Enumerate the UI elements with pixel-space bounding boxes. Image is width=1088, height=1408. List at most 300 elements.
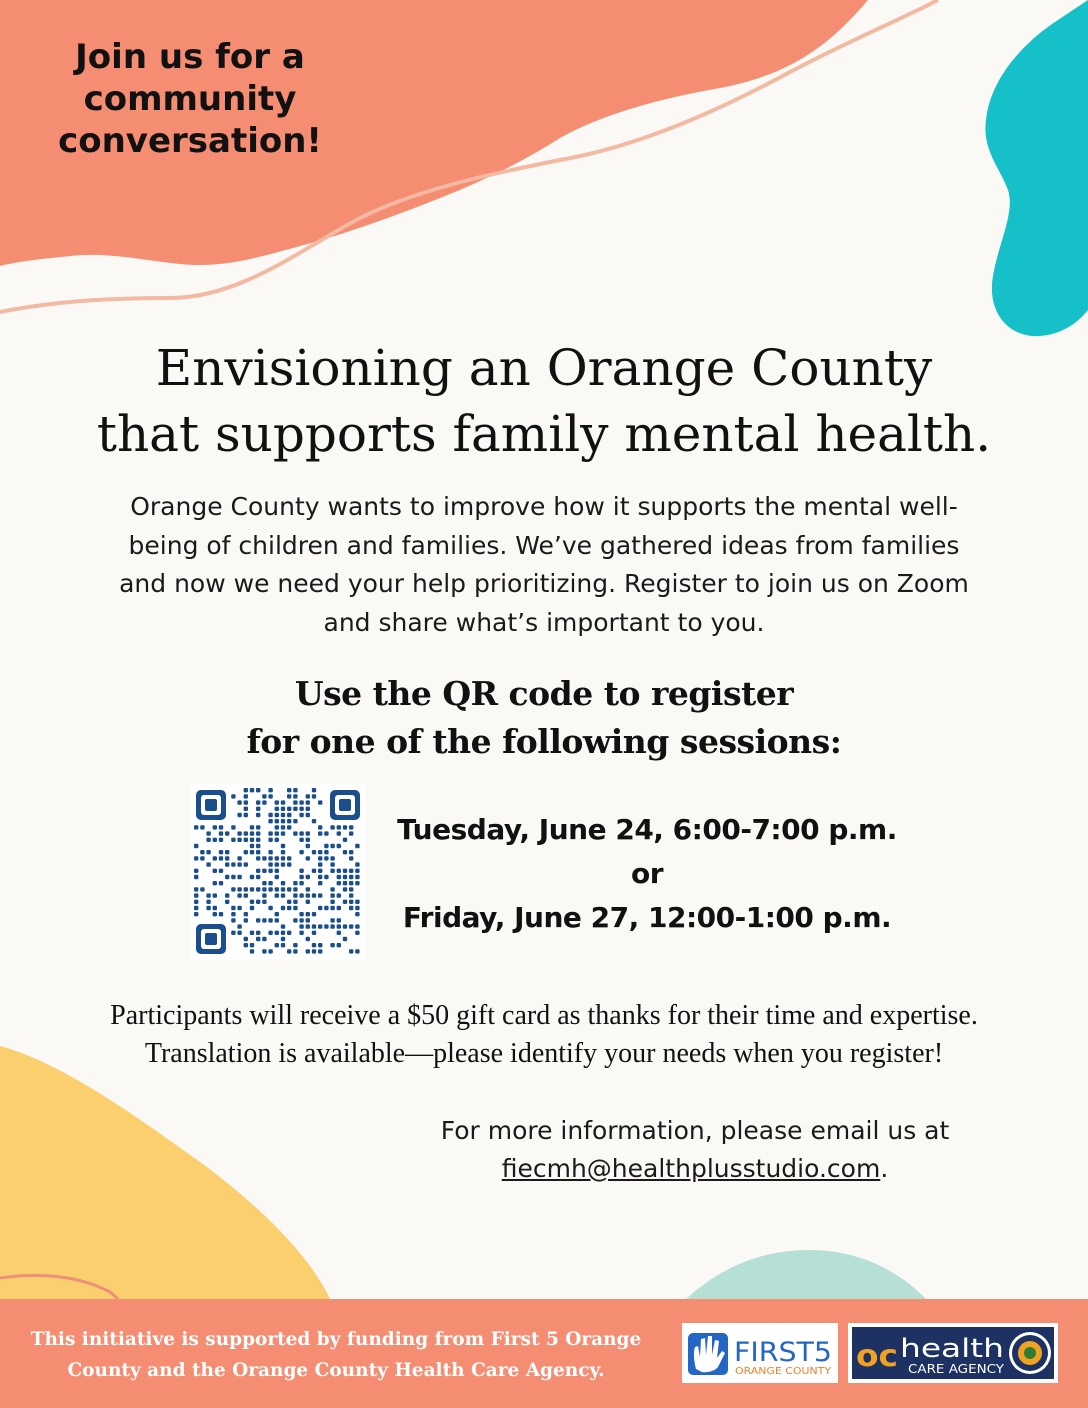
qr-module <box>231 906 235 910</box>
qr-module <box>306 937 310 941</box>
qr-module <box>343 850 347 854</box>
qr-module <box>194 825 198 829</box>
footer-line: This initiative is supported by funding from First 5 Orange <box>30 1329 642 1350</box>
qr-module <box>237 800 241 804</box>
qr-module <box>250 875 254 879</box>
qr-module <box>306 924 310 928</box>
health-wordmark: health <box>900 1334 1004 1364</box>
qr-module <box>275 838 279 842</box>
qr-module <box>312 788 316 792</box>
qr-module <box>213 838 217 842</box>
qr-module <box>250 906 254 910</box>
qr-module <box>299 918 303 922</box>
qr-module <box>231 931 235 935</box>
qr-module <box>206 838 210 842</box>
qr-module <box>206 906 210 910</box>
qr-module <box>287 900 291 904</box>
qr-module <box>200 887 204 891</box>
qr-module <box>324 856 328 860</box>
page-title-line-2: that supports family mental health. <box>96 405 992 463</box>
qr-module <box>256 844 260 848</box>
oc-mark: oc <box>856 1339 898 1374</box>
qr-module <box>194 906 198 910</box>
qr-module <box>268 813 272 817</box>
qr-module <box>306 949 310 953</box>
qr-module <box>349 825 353 829</box>
qr-module <box>268 794 272 798</box>
qr-module <box>337 825 341 829</box>
qr-module <box>237 831 241 835</box>
qr-module <box>244 912 248 916</box>
qr-module <box>306 831 310 835</box>
qr-module <box>194 875 198 879</box>
qr-module <box>231 862 235 866</box>
qr-module <box>318 850 322 854</box>
qr-module <box>287 906 291 910</box>
qr-module <box>306 807 310 811</box>
qr-code-icon[interactable] <box>190 784 366 960</box>
qr-module <box>281 856 285 860</box>
gift-card-note: Participants will receive a $50 gift card as thanks for their time and expertise. <box>110 1000 978 1031</box>
qr-module <box>194 912 198 916</box>
qr-module <box>287 825 291 829</box>
qr-module <box>330 893 334 897</box>
qr-module <box>318 949 322 953</box>
qr-module <box>349 856 353 860</box>
qr-module <box>281 831 285 835</box>
qr-module <box>256 900 260 904</box>
qr-module <box>275 813 279 817</box>
teal-blob-shape <box>985 0 1088 336</box>
qr-module <box>349 893 353 897</box>
qr-module <box>262 949 266 953</box>
qr-module <box>237 906 241 910</box>
qr-module <box>318 924 322 928</box>
qr-module <box>306 875 310 879</box>
qr-module <box>299 881 303 885</box>
qr-module <box>219 831 223 835</box>
qr-module <box>262 900 266 904</box>
qr-module <box>225 875 229 879</box>
qr-module <box>337 918 341 922</box>
qr-module <box>281 924 285 928</box>
qr-module <box>219 912 223 916</box>
qr-module <box>343 924 347 928</box>
tagline <box>40 36 340 162</box>
qr-module <box>349 881 353 885</box>
qr-module <box>330 918 334 922</box>
qr-module <box>306 856 310 860</box>
qr-module <box>355 869 359 873</box>
qr-module <box>206 900 210 904</box>
qr-module <box>213 869 217 873</box>
qr-module <box>343 887 347 891</box>
qr-module <box>312 893 316 897</box>
qr-module <box>275 875 279 879</box>
qr-module <box>200 850 204 854</box>
qr-module <box>349 900 353 904</box>
qr-module <box>330 844 334 848</box>
session-tuesday: Tuesday, June 24, 6:00-7:00 p.m. <box>397 813 897 846</box>
qr-module <box>299 831 303 835</box>
qr-module <box>337 869 341 873</box>
care-agency-subtitle: CARE AGENCY <box>908 1362 1005 1376</box>
qr-module <box>281 807 285 811</box>
qr-module <box>355 949 359 953</box>
qr-module <box>312 850 316 854</box>
first5-wordmark: FIRST5 <box>734 1337 832 1368</box>
qr-module <box>293 831 297 835</box>
qr-module <box>275 807 279 811</box>
qr-module <box>244 918 248 922</box>
qr-module <box>312 943 316 947</box>
qr-module <box>237 813 241 817</box>
qr-module <box>250 887 254 891</box>
qr-module <box>281 819 285 823</box>
qr-module <box>262 869 266 873</box>
session-separator: or <box>630 857 664 890</box>
qr-module <box>213 881 217 885</box>
yellow-wave-shape <box>0 1046 330 1299</box>
qr-module <box>281 844 285 848</box>
qr-module <box>237 893 241 897</box>
qr-module <box>275 869 279 873</box>
qr-module <box>262 800 266 804</box>
qr-module <box>231 875 235 879</box>
qr-module <box>237 887 241 891</box>
qr-module <box>281 931 285 935</box>
qr-module <box>231 794 235 798</box>
qr-module <box>250 825 254 829</box>
qr-module <box>225 850 229 854</box>
qr-module <box>268 838 272 842</box>
qr-module <box>206 831 210 835</box>
qr-module <box>275 893 279 897</box>
qr-module <box>330 862 334 866</box>
qr-module <box>312 912 316 916</box>
qr-module <box>293 906 297 910</box>
qr-module <box>312 924 316 928</box>
qr-module <box>337 931 341 935</box>
email-link[interactable]: fiecmh@healthplusstudio.com <box>501 1154 881 1183</box>
qr-module <box>281 887 285 891</box>
qr-module <box>306 918 310 922</box>
qr-module <box>318 875 322 879</box>
qr-module <box>349 924 353 928</box>
tagline-line: conversation! <box>58 121 322 161</box>
qr-module <box>268 856 272 860</box>
qr-module <box>293 943 297 947</box>
qr-module <box>237 875 241 879</box>
qr-module <box>275 918 279 922</box>
qr-module <box>330 869 334 873</box>
qr-module <box>293 887 297 891</box>
qr-module <box>281 813 285 817</box>
qr-module <box>200 825 204 829</box>
qr-module <box>244 943 248 947</box>
qr-module <box>324 850 328 854</box>
qr-module <box>225 900 229 904</box>
qr-module <box>281 862 285 866</box>
qr-module <box>244 862 248 866</box>
qr-module <box>306 893 310 897</box>
qr-module <box>275 831 279 835</box>
qr-module <box>262 794 266 798</box>
qr-module <box>324 831 328 835</box>
intro-paragraph <box>50 488 1038 642</box>
qr-module <box>250 788 254 792</box>
qr-module <box>293 788 297 792</box>
qr-module <box>287 813 291 817</box>
qr-module <box>256 825 260 829</box>
qr-module <box>275 943 279 947</box>
qr-module <box>219 838 223 842</box>
qr-module <box>355 924 359 928</box>
qr-module <box>330 825 334 829</box>
qr-module <box>244 788 248 792</box>
qr-module <box>343 869 347 873</box>
qr-module <box>250 931 254 935</box>
qr-module <box>343 838 347 842</box>
qr-module <box>299 838 303 842</box>
qr-module <box>225 856 229 860</box>
qr-module <box>330 900 334 904</box>
qr-module <box>244 813 248 817</box>
tagline-line: community <box>83 79 297 119</box>
intro-line: being of children and families. We’ve gathered ideas from families <box>128 530 960 560</box>
qr-module <box>256 937 260 941</box>
qr-module <box>219 850 223 854</box>
qr-module <box>318 869 322 873</box>
qr-module <box>355 912 359 916</box>
qr-module <box>244 887 248 891</box>
translation-note: Translation is available—please identify your needs when you register! <box>144 1038 944 1069</box>
qr-module <box>293 918 297 922</box>
intro-line: and now we need your help prioritizing. Register to join us on Zoom <box>119 569 969 598</box>
qr-module <box>256 869 260 873</box>
session-friday: Friday, June 27, 12:00-1:00 p.m. <box>402 901 892 934</box>
qr-module <box>225 831 229 835</box>
qr-module <box>262 881 266 885</box>
qr-module <box>349 850 353 854</box>
qr-module <box>194 887 198 891</box>
qr-module <box>312 949 316 953</box>
qr-module <box>225 893 229 897</box>
qr-module <box>337 924 341 928</box>
qr-module <box>337 831 341 835</box>
qr-module <box>330 887 334 891</box>
qr-module <box>312 819 316 823</box>
qr-module <box>355 862 359 866</box>
qr-module <box>324 844 328 848</box>
qr-module <box>293 800 297 804</box>
qr-module <box>293 807 297 811</box>
qr-module <box>306 844 310 848</box>
qr-module <box>206 850 210 854</box>
cta-heading-line-2: for one of the following sessions: <box>246 722 842 761</box>
qr-module <box>330 906 334 910</box>
qr-module <box>262 918 266 922</box>
qr-module <box>268 887 272 891</box>
qr-module <box>231 838 235 842</box>
qr-module <box>343 875 347 879</box>
qr-module <box>256 856 260 860</box>
qr-module <box>281 825 285 829</box>
qr-module <box>306 838 310 842</box>
qr-module <box>306 912 310 916</box>
qr-module <box>349 869 353 873</box>
qr-module <box>299 850 303 854</box>
qr-module <box>275 825 279 829</box>
qr-module <box>256 838 260 842</box>
qr-module <box>275 931 279 935</box>
qr-module <box>244 807 248 811</box>
qr-module <box>318 862 322 866</box>
qr-module <box>250 831 254 835</box>
qr-module <box>237 924 241 928</box>
qr-module <box>268 831 272 835</box>
qr-module <box>275 856 279 860</box>
qr-module <box>299 924 303 928</box>
qr-module <box>287 856 291 860</box>
email-trailing-period: . <box>880 1154 889 1183</box>
qr-module <box>275 887 279 891</box>
qr-module <box>318 881 322 885</box>
contact-text: For more information, please email us at <box>440 1116 950 1145</box>
qr-module <box>194 869 198 873</box>
qr-module <box>355 906 359 910</box>
qr-module <box>237 862 241 866</box>
qr-module <box>256 875 260 879</box>
qr-module <box>231 825 235 829</box>
qr-module <box>299 912 303 916</box>
qr-module <box>256 800 260 804</box>
qr-module <box>213 825 217 829</box>
qr-module <box>349 887 353 891</box>
qr-module <box>312 794 316 798</box>
qr-module <box>194 844 198 848</box>
qr-module <box>343 900 347 904</box>
qr-module <box>337 893 341 897</box>
qr-module <box>268 819 272 823</box>
qr-module <box>237 856 241 860</box>
qr-module <box>306 794 310 798</box>
footer-line: County and the Orange County Health Care Agency. <box>67 1360 605 1381</box>
qr-module <box>206 862 210 866</box>
qr-module <box>268 949 272 953</box>
qr-module <box>256 918 260 922</box>
qr-module <box>231 918 235 922</box>
qr-module <box>194 856 198 860</box>
qr-module <box>250 943 254 947</box>
qr-module <box>330 943 334 947</box>
oc-health-care-agency-logo[interactable] <box>848 1323 1058 1383</box>
footer-funding-text <box>26 1324 646 1386</box>
qr-module <box>349 831 353 835</box>
qr-module <box>268 931 272 935</box>
tagline-line: Join us for a <box>75 37 305 77</box>
qr-module <box>231 887 235 891</box>
qr-module <box>281 800 285 804</box>
qr-module <box>349 906 353 910</box>
qr-module <box>275 819 279 823</box>
qr-module <box>200 856 204 860</box>
qr-module <box>355 844 359 848</box>
qr-module <box>318 856 322 860</box>
qr-module <box>287 949 291 953</box>
qr-module <box>293 881 297 885</box>
qr-module <box>337 943 341 947</box>
qr-module <box>287 794 291 798</box>
qr-module <box>318 943 322 947</box>
qr-module <box>244 893 248 897</box>
qr-module <box>287 807 291 811</box>
qr-module <box>262 937 266 941</box>
qr-module <box>256 850 260 854</box>
qr-module <box>256 813 260 817</box>
qr-module <box>237 838 241 842</box>
qr-module <box>293 949 297 953</box>
qr-module <box>256 807 260 811</box>
qr-module <box>213 893 217 897</box>
hand-icon <box>688 1333 728 1375</box>
qr-module <box>231 912 235 916</box>
contact-email-line <box>400 1150 990 1188</box>
qr-module <box>337 844 341 848</box>
qr-module <box>256 788 260 792</box>
qr-module <box>268 869 272 873</box>
qr-module <box>250 844 254 848</box>
first5-logo[interactable] <box>682 1323 838 1383</box>
qr-module <box>287 788 291 792</box>
qr-module <box>256 931 260 935</box>
qr-module <box>275 862 279 866</box>
qr-module <box>306 887 310 891</box>
qr-module <box>268 862 272 866</box>
qr-module <box>318 906 322 910</box>
qr-module <box>275 912 279 916</box>
qr-module <box>268 881 272 885</box>
qr-module <box>219 825 223 829</box>
qr-module <box>343 881 347 885</box>
qr-module <box>281 881 285 885</box>
qr-module <box>268 850 272 854</box>
qr-module <box>213 912 217 916</box>
qr-module <box>299 893 303 897</box>
qr-module <box>299 875 303 879</box>
qr-module <box>324 924 328 928</box>
qr-module <box>293 900 297 904</box>
qr-module <box>262 856 266 860</box>
qr-module <box>337 881 341 885</box>
qr-module <box>312 931 316 935</box>
qr-module <box>219 869 223 873</box>
qr-module <box>337 906 341 910</box>
qr-module <box>244 850 248 854</box>
qr-module <box>355 900 359 904</box>
qr-module <box>237 931 241 935</box>
qr-module <box>355 881 359 885</box>
qr-module <box>293 893 297 897</box>
qr-module <box>194 900 198 904</box>
qr-module <box>324 875 328 879</box>
qr-module <box>268 906 272 910</box>
qr-module <box>250 838 254 842</box>
qr-module <box>355 875 359 879</box>
qr-module <box>318 825 322 829</box>
qr-module <box>244 838 248 842</box>
qr-module <box>349 949 353 953</box>
